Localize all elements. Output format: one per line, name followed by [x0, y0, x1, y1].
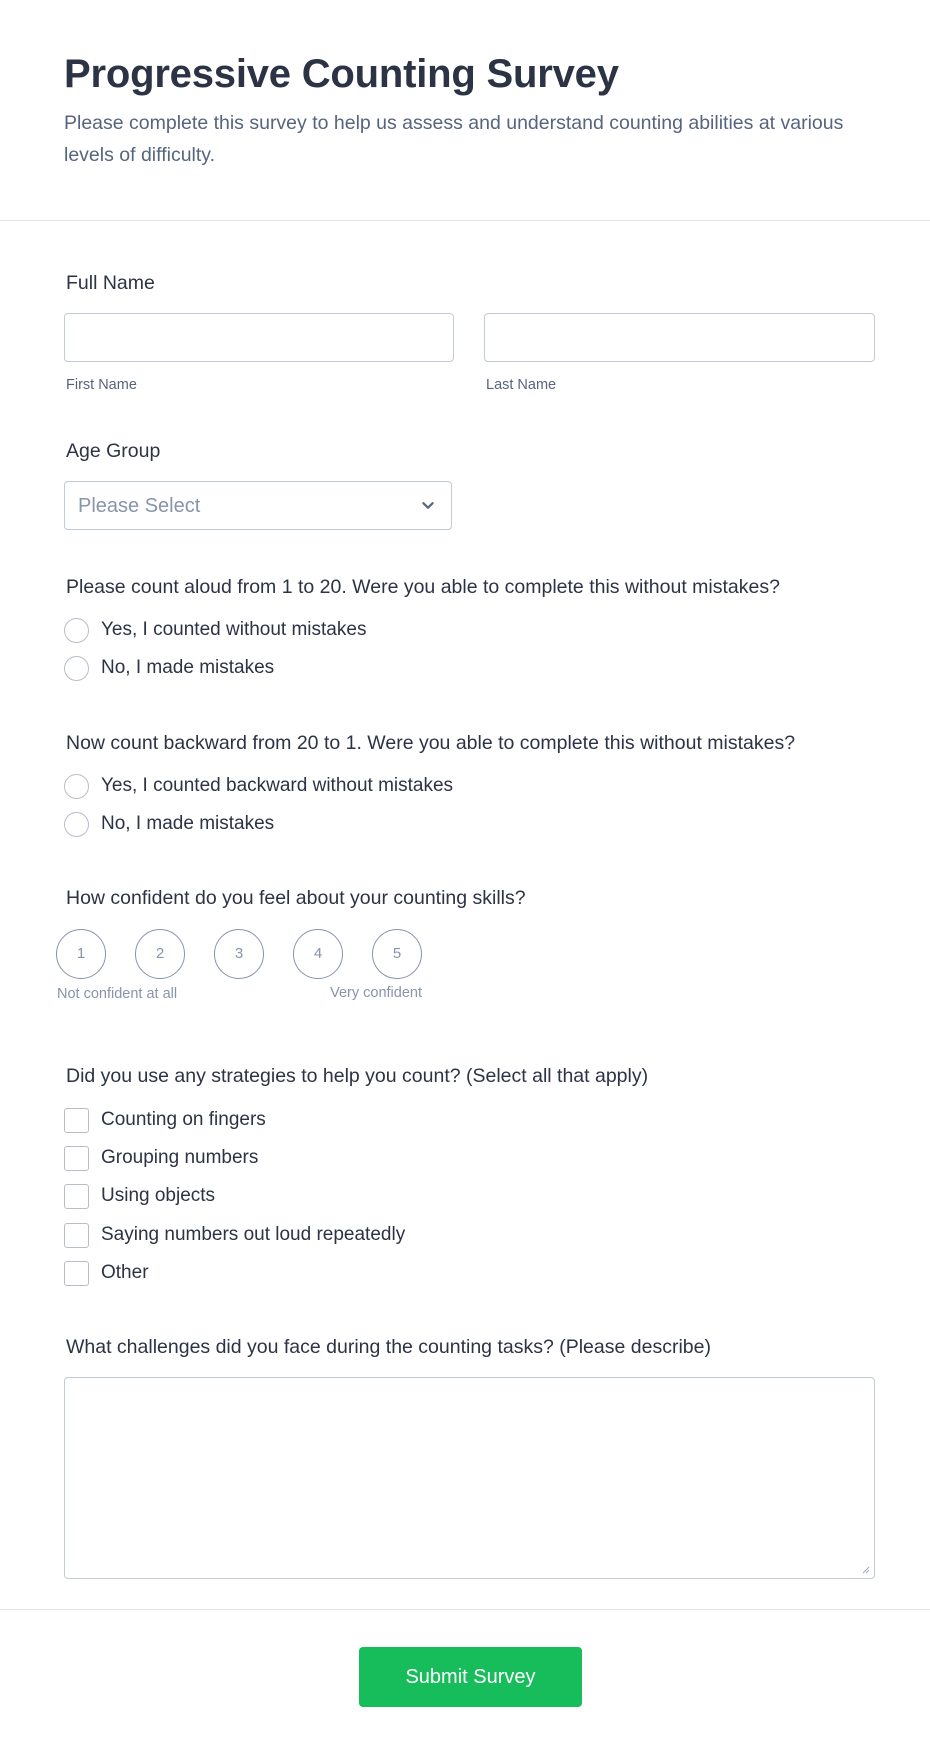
option-label: Counting on fingers — [101, 1109, 266, 1130]
option-label: Yes, I counted without mistakes — [101, 619, 367, 640]
checkbox[interactable] — [64, 1108, 89, 1133]
full-name-label: Full Name — [66, 272, 155, 294]
page-title: Progressive Counting Survey — [64, 52, 619, 96]
scale-low-label: Not confident at all — [57, 986, 178, 1002]
checkbox[interactable] — [64, 1146, 89, 1171]
last-name-input[interactable] — [484, 313, 875, 362]
scale-high-label: Very confident — [330, 985, 422, 1001]
confidence-question-label: How confident do you feel about your counting skills? — [66, 887, 526, 909]
option-label: No, I made mistakes — [101, 813, 275, 834]
page-subtitle: Please complete this survey to help us assess and understand counting abilities at various levels of difficulty. — [64, 112, 844, 166]
scale-option-1[interactable]: 1 — [56, 929, 106, 979]
radio-button[interactable] — [64, 618, 89, 643]
challenges-textarea[interactable] — [64, 1377, 875, 1579]
scale-option-4[interactable]: 4 — [293, 929, 343, 979]
challenges-question-label: What challenges did you face during the counting tasks? (Please describe) — [66, 1336, 711, 1358]
checkbox[interactable] — [64, 1261, 89, 1286]
form-header — [0, 0, 930, 221]
radio-button[interactable] — [64, 774, 89, 799]
option-label: Other — [101, 1262, 149, 1283]
first-name-sublabel: First Name — [66, 377, 137, 393]
last-name-sublabel: Last Name — [486, 377, 557, 393]
backward-question-label: Now count backward from 20 to 1. Were you able to complete this without mistakes? — [66, 732, 796, 754]
option-label: Yes, I counted backward without mistakes — [101, 775, 454, 796]
option-label: Grouping numbers — [101, 1147, 259, 1168]
resize-handle-icon[interactable] — [860, 1564, 870, 1574]
scale-option-2[interactable]: 2 — [135, 929, 185, 979]
age-group-select[interactable] — [64, 481, 452, 530]
age-group-placeholder: Please Select — [78, 495, 201, 517]
submit-button[interactable]: Submit Survey — [359, 1647, 582, 1707]
checkbox[interactable] — [64, 1184, 89, 1209]
scale-option-3[interactable]: 3 — [214, 929, 264, 979]
scale-option-5[interactable]: 5 — [372, 929, 422, 979]
option-label: Using objects — [101, 1185, 216, 1206]
first-name-input[interactable] — [64, 313, 454, 362]
age-group-label: Age Group — [66, 440, 161, 462]
option-label: No, I made mistakes — [101, 657, 275, 678]
radio-button[interactable] — [64, 812, 89, 837]
chevron-down-icon — [417, 494, 439, 516]
checkbox[interactable] — [64, 1223, 89, 1248]
strategies-question-label: Did you use any strategies to help you count? (Select all that apply) — [66, 1065, 649, 1087]
radio-button[interactable] — [64, 656, 89, 681]
option-label: Saying numbers out loud repeatedly — [101, 1224, 406, 1245]
forward-question-label: Please count aloud from 1 to 20. Were you able to complete this without mistakes? — [66, 576, 780, 598]
